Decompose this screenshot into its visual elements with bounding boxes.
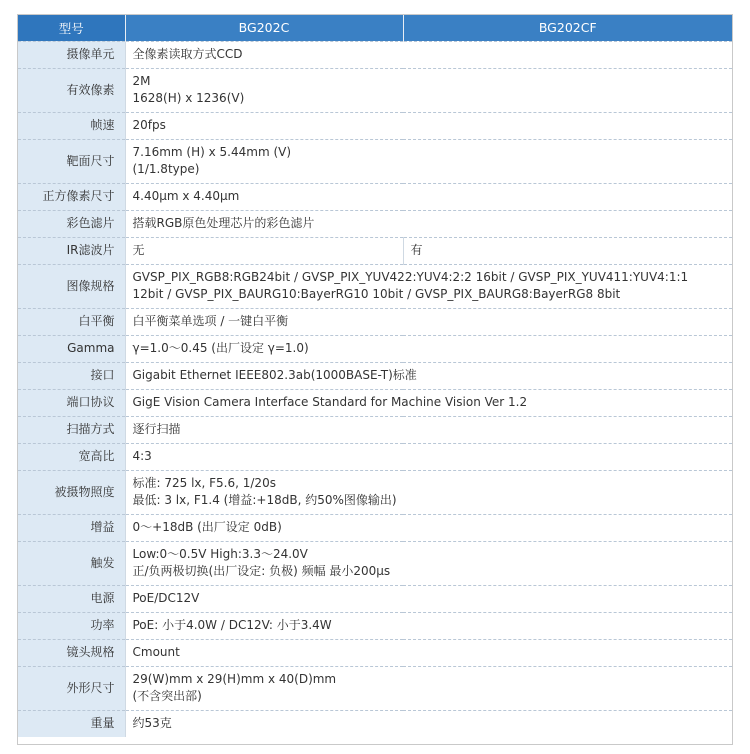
row-label: 帧速	[18, 112, 125, 139]
spec-table-body	[18, 41, 732, 737]
table-header-row	[18, 15, 732, 41]
row-value	[125, 335, 732, 362]
row-label: 重量	[18, 710, 125, 737]
row-value-line: 29(W)mm x 29(H)mm x 40(D)mm	[132, 672, 337, 686]
spec-table	[18, 15, 732, 737]
row-value-model-a: 无	[125, 237, 403, 264]
table-row	[18, 308, 732, 335]
row-value-line: 20fps	[132, 118, 166, 132]
table-row	[18, 41, 732, 68]
row-label: 外形尺寸	[18, 666, 125, 710]
table-row	[18, 237, 732, 264]
row-label: 镜头规格	[18, 639, 125, 666]
row-value	[125, 470, 732, 514]
header-model-a: BG202C	[125, 15, 403, 41]
row-value-line: (不含突出部)	[132, 689, 202, 703]
row-label: 白平衡	[18, 308, 125, 335]
row-value	[125, 416, 732, 443]
row-label: 正方像素尺寸	[18, 183, 125, 210]
table-row	[18, 416, 732, 443]
row-value	[125, 389, 732, 416]
row-label: 图像规格	[18, 264, 125, 308]
row-value-line: PoE/DC12V	[132, 591, 200, 605]
row-label: 接口	[18, 362, 125, 389]
row-label: 端口协议	[18, 389, 125, 416]
row-label: 彩色滤片	[18, 210, 125, 237]
row-value-line: GVSP_PIX_RGB8:RGB24bit / GVSP_PIX_YUV422:YUV4:2:2 16bit / GVSP_PIX_YUV411:YUV4:1:1	[132, 270, 689, 284]
table-row	[18, 585, 732, 612]
table-row	[18, 335, 732, 362]
header-model-b: BG202CF	[403, 15, 732, 41]
row-value	[125, 443, 732, 470]
row-label: 电源	[18, 585, 125, 612]
row-label: 触发	[18, 541, 125, 585]
row-value	[125, 183, 732, 210]
row-value	[125, 362, 732, 389]
table-row	[18, 666, 732, 710]
row-value	[125, 639, 732, 666]
row-value-line: 1628(H) x 1236(V)	[132, 91, 245, 105]
row-value-line: Gigabit Ethernet IEEE802.3ab(1000BASE-T)标准	[132, 368, 417, 382]
row-value	[125, 139, 732, 183]
table-row	[18, 710, 732, 737]
row-value-line: 4.40μm x 4.40μm	[132, 189, 240, 203]
table-row	[18, 639, 732, 666]
row-value-line: 逐行扫描	[132, 422, 181, 436]
row-value	[125, 308, 732, 335]
row-label: 摄像单元	[18, 41, 125, 68]
table-row	[18, 112, 732, 139]
row-value-line: 标准: 725 lx, F5.6, 1/20s	[132, 476, 276, 490]
table-row	[18, 183, 732, 210]
table-row	[18, 362, 732, 389]
table-row	[18, 389, 732, 416]
row-value-line: Low:0～0.5V High:3.3～24.0V	[132, 547, 308, 561]
row-value-line: 12bit / GVSP_PIX_BAURG10:BayerRG10 10bit / GVSP_PIX_BAURG8:BayerRG8 8bit	[132, 287, 621, 301]
table-row	[18, 264, 732, 308]
row-label: IR滤波片	[18, 237, 125, 264]
row-value	[125, 612, 732, 639]
row-value	[125, 68, 732, 112]
row-value-line: 4:3	[132, 449, 152, 463]
table-row	[18, 612, 732, 639]
row-value	[125, 541, 732, 585]
table-row	[18, 210, 732, 237]
row-value-line: 白平衡菜单选项 / 一键白平衡	[132, 314, 289, 328]
table-row	[18, 139, 732, 183]
row-value-line: 最低: 3 lx, F1.4 (增益:+18dB, 约50%图像输出)	[132, 493, 397, 507]
row-label: 宽高比	[18, 443, 125, 470]
row-value-line: 正/负两极切换(出厂设定: 负极) 频幅 最小200μs	[132, 564, 391, 578]
row-value-line: 7.16mm (H) x 5.44mm (V)	[132, 145, 292, 159]
row-value-line: Cmount	[132, 645, 180, 659]
table-row	[18, 470, 732, 514]
row-value-line: 0～+18dB (出厂设定 0dB)	[132, 520, 282, 534]
header-label: 型号	[18, 15, 125, 41]
row-value-line: 2M	[132, 74, 151, 88]
row-value-line: 约53克	[132, 716, 172, 731]
row-value-line: (1/1.8type)	[132, 162, 200, 176]
row-value-model-b: 有	[403, 237, 732, 264]
row-value-line: PoE: 小于4.0W / DC12V: 小于3.4W	[132, 618, 332, 632]
table-row	[18, 541, 732, 585]
spec-table-container	[17, 14, 733, 745]
row-value	[125, 514, 732, 541]
row-label: 功率	[18, 612, 125, 639]
row-value	[125, 585, 732, 612]
row-label: Gamma	[18, 335, 125, 362]
table-row	[18, 514, 732, 541]
row-label: 靶面尺寸	[18, 139, 125, 183]
row-label: 被摄物照度	[18, 470, 125, 514]
row-value	[125, 41, 732, 68]
row-value	[125, 710, 732, 737]
row-value-line: γ=1.0～0.45 (出厂设定 γ=1.0)	[132, 341, 309, 355]
row-label: 增益	[18, 514, 125, 541]
row-value-line: GigE Vision Camera Interface Standard for Machine Vision Ver 1.2	[132, 395, 528, 409]
row-value-line: 搭载RGB原色处理芯片的彩色滤片	[132, 216, 315, 230]
table-row	[18, 68, 732, 112]
row-label: 扫描方式	[18, 416, 125, 443]
table-row	[18, 443, 732, 470]
row-label: 有效像素	[18, 68, 125, 112]
row-value	[125, 210, 732, 237]
row-value-line: 全像素读取方式CCD	[132, 47, 243, 61]
row-value	[125, 264, 732, 308]
row-value	[125, 112, 732, 139]
row-value	[125, 666, 732, 710]
